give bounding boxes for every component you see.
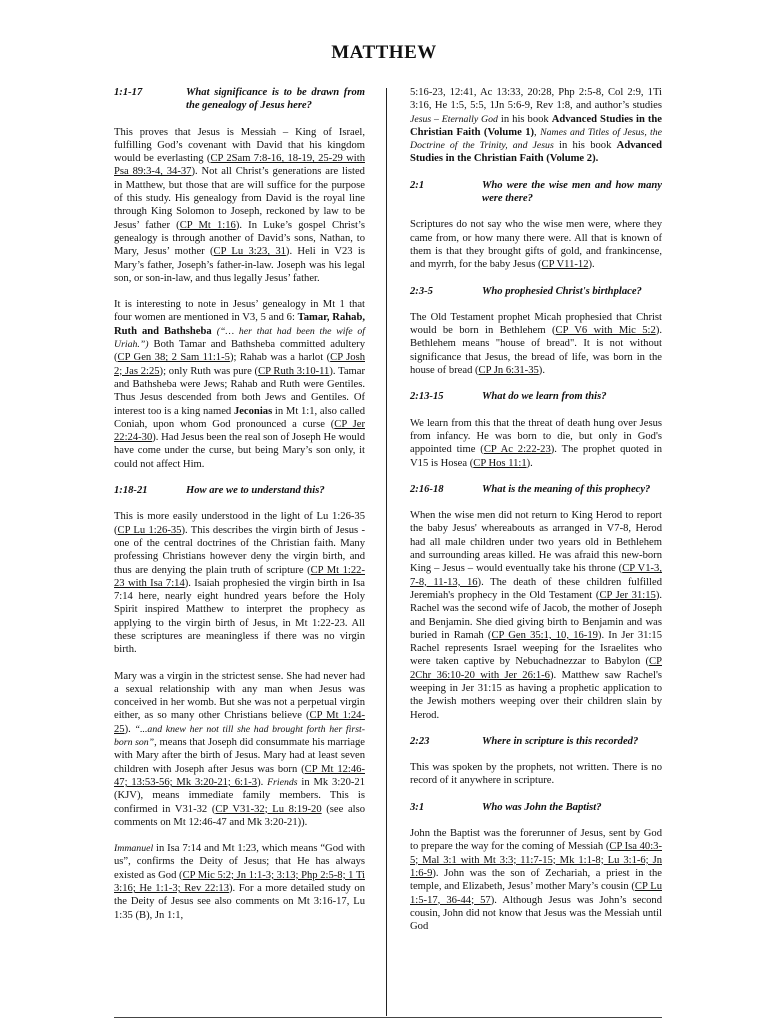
scripture-reference: CP Lu 1:26-35 <box>117 524 182 536</box>
question-heading <box>410 285 662 298</box>
verse-reference: 2:3-5 <box>410 285 433 297</box>
scripture-reference: CP Gen 35:1, 10, 16-19 <box>491 629 598 641</box>
column-divider <box>386 88 387 1016</box>
scripture-reference: CP Mt 12:46-47; 13:53-56; Mk 3:20-21; 6:1-3 <box>114 763 365 788</box>
answer-paragraph: This was spoken by the prophets, not written. There is no record of it anywhere in scripture. <box>410 762 662 787</box>
verse-reference: 2:1 <box>410 179 425 191</box>
scripture-reference: CP Lu 3:23, 31 <box>213 246 286 258</box>
footer-rule <box>114 1017 662 1018</box>
answer-paragraph: When the wise men did not return to King Herod to report the baby Jesus' whereabouts as arranged in V7-8, Herod had all male children under two years old in Bethlehem and surrounding areas killed. He was afraid this new-born King – Jesus – would eventually take his throne (CP V1-3, 7-8, 11-13, 16). The death of these children fulfilled Jeremiah's prophecy in the Old Testament (CP Jer 31:15). Rachel was the second wife of Jacob, the mother of Joseph and Benjamin. She died giving birth to Benjamin and was buried in Ramah (CP Gen 35:1, 10, 16-19). In Jer 31:15 Rachel represents Israel weeping for the Israelites who were taken captive by Nebuchadnezzar to Babylon (CP 2Chr 36:10-20 with Jer 26:1-6). Matthew saw Rachel's weeping in Jer 31:15 as having a prophetic application to the Jewish mothers weeping over their children slain by Herod. <box>410 510 663 721</box>
answer-paragraph: Mary was a virgin in the strictest sense. She had never had a sexual relationship with any man when Jesus was conceived in her womb. But she was not a perpetual virgin either, as so many other Christians believe (CP Mt 1:24-25). “...and knew her not till she had brought forth her first-born son”, means that Joseph did consummate his marriage with Mary after the birth of Jesus. Mary had at least seven children with Joseph after Jesus was born (CP Mt 12:46-47; 13:53-56; Mk 3:20-21; 6:1-3). Friends in Mk 3:20-21 (KJV), means immediate family members. This is confirmed in V31-32 (CP V31-32; Lu 8:19-20 (see also comments on Mt 12:46-47 and Mk 3:20-21)). <box>114 670 366 828</box>
scripture-reference: CP V11-12 <box>541 259 589 271</box>
question-heading <box>114 86 365 113</box>
verse-reference: 1:18-21 <box>114 485 148 497</box>
question-text: Who prophesied Christ's birthplace? <box>482 285 642 297</box>
scripture-reference: CP Mic 5:2; Jn 1:1-3; 3:13; Php 2:5-8; 1 Ti 3:16; He 1:1-3; Rev 22:13 <box>114 869 365 895</box>
answer-paragraph: We learn from this that the threat of death hung over Jesus from infancy. He was born to die, but only in God's appointed time (CP Ac 2:22-23). The prophet quoted in V15 is Hosea (CP Hos 11:1). <box>410 417 663 469</box>
page-title: MATTHEW <box>331 42 437 63</box>
answer-paragraph: Immanuel in Isa 7:14 and Mt 1:23, which means “God with us”, confirms the Deity of Jesus; that He has always existed as God (CP Mic 5:2; Jn 1:1-3; 3:13; Php 2:5-8; 1 Ti 3:16; He 1:1-3; Rev 22:13). For a more detailed study on the Deity of Jesus see also comments on Mt 3:16-17, Lu 1:35 (B), Jn 1:1, <box>114 843 365 921</box>
right-column <box>410 86 662 946</box>
answer-paragraph: This is more easily understood in the light of Lu 1:26-35 (CP Lu 1:26-35). This describes the virgin birth of Jesus - one of the central doctrines of the Christian faith. Many professing Christians however deny the virgin birth, and thus are denying the plain truth of scripture (CP Mt 1:22-23 with Isa 7:14). Isaiah prophesied the virgin birth in Isa 7:14 here, nearly eight hundred years before the Holy Spirit inspired Matthew to interpret the prophecy as applying to the virgin birth of Jesus, in Mt 1:22-23. All these scriptures are meaningless if there was no virgin birth. <box>114 511 365 656</box>
scripture-reference: CP Ruth 3:10-11 <box>258 365 330 377</box>
scripture-reference: CP Isa 40:3-5; Mal 3:1 with Mt 3:3; 11:7-15; Mk 1:1-8; Lu 3:1-6; Jn 1:6-9 <box>410 841 662 879</box>
scripture-reference: CP Jer 31:15 <box>599 589 656 601</box>
question-text: What do we learn from this? <box>482 391 607 403</box>
question-text: What is the meaning of this prophecy? <box>482 483 651 495</box>
question-heading <box>410 735 662 748</box>
scripture-reference: CP Gen 38; 2 Sam 11:1-5 <box>117 352 230 364</box>
answer-paragraph: This proves that Jesus is Messiah – King of Israel, fulfilling God’s covenant with David that his kingdom would be everlasting (CP 2Sam 7:8-16, 18-19, 25-29 with Psa 89:3-4, 34-37). Not all Christ’s generations are listed in Matthew, but those that are will suffice for the purpose of this study. His genealogy from David is the royal line through King Solomon to Joseph, reckoned by law to be Jesus’ father (CP Mt 1:16). In Luke’s gospel Christ’s genealogy is through another of David’s sons, Nathan, to Mary, Jesus’ mother (CP Lu 3:23, 31). Heli in V23 is Mary’s father, Joseph’s father-in-law. Joseph was his legal son, or son-in-law, and thus legally Jesus’ father. <box>114 126 365 284</box>
scripture-reference: CP Lu 1:5-17, 36-44; 57 <box>410 881 662 906</box>
question-text: Who was John the Baptist? <box>482 801 602 813</box>
answer-paragraph: It is interesting to note in Jesus’ genealogy in Mt 1 that four women are mentioned in V3, 5 and 6: Tamar, Rahab, Ruth and Bathsheba (“… her that had been the wife of Uriah.”) Both Tamar and Bathsheba committed adultery (CP Gen 38; 2 Sam 11:1-5); Rahab was a harlot (CP Josh 2; Jas 2:25); only Ruth was pure (CP Ruth 3:10-11). Tamar and Bathsheba were Jews; Rahab and Ruth were Gentiles. Thus Jesus descended from both Jews and Gentiles. Of interest too is a king named Jeconias in Mt 1:1, also called Coniah, upon whom God pronounced a curse (CP Jer 22:24-30). Had Jesus been the real son of Joseph He would have come under the curse, but being Mary’s son only, it could not affect Him. <box>114 299 365 470</box>
scripture-reference: CP V6 with Mic 5:2 <box>555 325 656 337</box>
scripture-reference: CP Mt 1:24-25 <box>114 710 365 735</box>
question-text: What significance is to be drawn from the genealogy of Jesus here? <box>186 87 365 112</box>
scripture-reference: CP Hos 11:1 <box>473 457 527 469</box>
answer-paragraph: Scriptures do not say who the wise men were, where they came from, or how many there were. All that is known of them is that they brought gifts of gold, and frankincense, and myrrh, for the baby Jesus (CP V11-12). <box>410 219 662 271</box>
question-heading <box>410 801 662 814</box>
scripture-reference: CP Josh 2; Jas 2:25 <box>114 352 365 377</box>
question-heading <box>410 390 662 403</box>
scripture-reference: CP V1-3, 7-8, 11-13, 16 <box>410 563 662 588</box>
question-text: Who were the wise men and how many were there? <box>482 179 662 205</box>
question-text: Where in scripture is this recorded? <box>482 735 639 747</box>
scripture-reference: CP Ac 2:22-23 <box>483 444 551 456</box>
question-heading <box>410 483 662 496</box>
verse-reference: 2:13-15 <box>410 391 444 403</box>
scripture-reference: CP Jer 22:24-30 <box>114 418 365 444</box>
question-heading <box>410 179 662 206</box>
answer-paragraph: The Old Testament prophet Micah prophesied that Christ would be born in Bethlehem (CP V6 with Mic 5:2). Bethlehem means "house of bread". It is not without significance that Jesus, the bread of life, was born in the house of bread (CP Jn 6:31-35). <box>410 311 662 377</box>
scripture-reference: CP 2Chr 36:10-20 with Jer 26:1-6 <box>410 656 662 681</box>
scripture-reference: CP Mt 1:16 <box>179 219 236 231</box>
verse-reference: 3:1 <box>410 801 425 813</box>
verse-reference: 2:23 <box>410 735 430 747</box>
continued-paragraph: 5:16-23, 12:41, Ac 13:33, 20:28, Php 2:5-8, Col 2:9, 1Ti 3:16, He 1:5, 5:5, 1Jn 5:6-9, Rev 1:8, and author’s studies Jesus – Eternally God in his book Advanced Studies in the Christian Faith (Volume 1), Names and Titles of Jesus, the Doctrine of the Trinity, and Jesus in his book Advanced Studies in the Christian Faith (Volume 2). <box>410 87 662 165</box>
answer-paragraph: John the Baptist was the forerunner of Jesus, sent by God to prepare the way for the coming of Messiah (CP Isa 40:3-5; Mal 3:1 with Mt 3:3; 11:7-15; Mk 1:1-8; Lu 3:1-6; Jn 1:6-9). John was the son of Zechariah, a priest in the temple, and Elizabeth, Jesus’ mother Mary’s cousin (CP Lu 1:5-17, 36-44; 57). Although Jesus was John’s second cousin, John did not know that Jesus was the Messiah until God <box>410 828 662 933</box>
scripture-reference: CP 2Sam 7:8-16, 18-19, 25-29 with Psa 89:3-4, 34-37 <box>114 153 365 178</box>
scripture-reference: CP V31-32; Lu 8:19-20 <box>215 803 322 815</box>
verse-reference: 2:16-18 <box>410 483 444 495</box>
scripture-reference: CP Mt 1:22-23 with Isa 7:14 <box>114 564 365 589</box>
scripture-reference: CP Jn 6:31-35 <box>478 365 539 377</box>
question-text: How are we to understand this? <box>186 485 325 497</box>
verse-reference: 1:1-17 <box>114 87 143 98</box>
question-heading <box>114 484 365 497</box>
left-column <box>114 86 365 935</box>
